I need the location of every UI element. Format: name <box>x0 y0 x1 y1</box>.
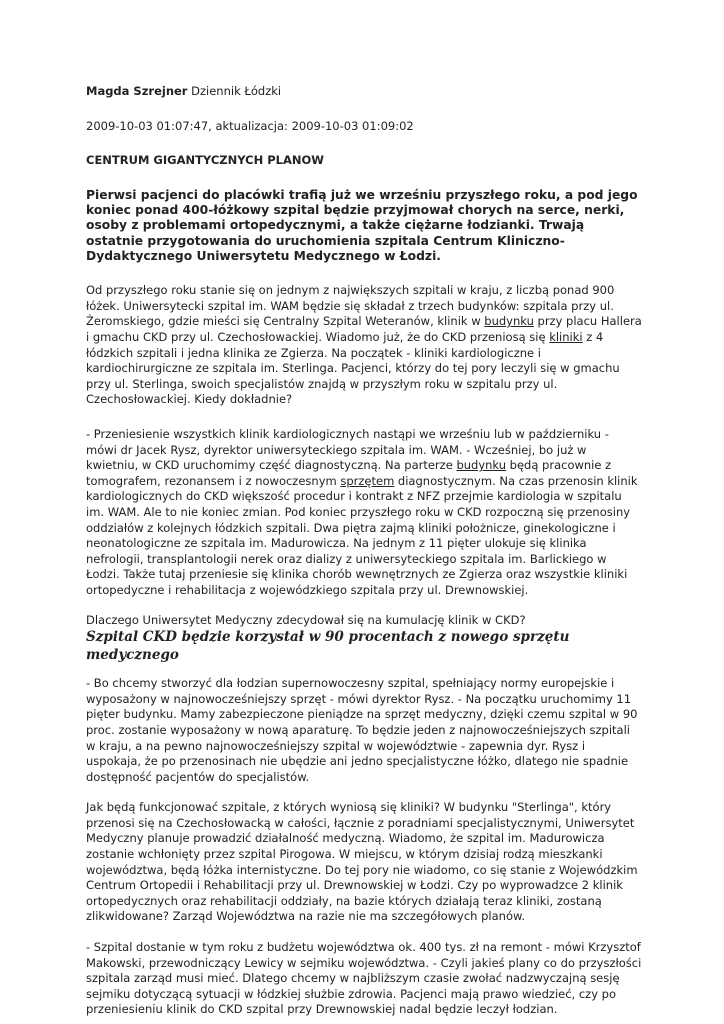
source-name: Dziennik Łódzki <box>191 84 282 98</box>
link-kliniki[interactable]: kliniki <box>549 330 583 345</box>
link-budynku-2[interactable]: budynku <box>456 458 507 473</box>
author-name: Magda Szrejner <box>86 84 188 98</box>
paragraph-text: Od przyszłego roku stanie się on jednym z największych szpitali w kraju, z liczbą ponad 900 łóżek. Uniwersytecki szpital im. WAM będzie się składał z trzech budynków: szpitala przy ul. Żeromskiego, gdzie mieści się Centralny Szpital Weteranów, klinik w <box>86 283 615 329</box>
paragraph-3: - Bo chcemy stworzyć dla łodzian supernowoczesny szpital, spełniający normy europejskie i wyposażony w najnowocześniejszy sprzęt - mówi dyrektor Rysz. - Na początku uruchomimy 11 pięter budynku. Mamy zabezpieczone pieniądze na sprzęt medyczny, dzięki czemu szpital w 90 proc. zostanie wyposażony w nową aparaturę. To będzie jeden z najnowocześniejszych szpitali w kraju, a na pewno najnowocześniejszy szpital w województwie - zapewnia dyr. Rysz i uspokaja, że po przenosinach nie ubędzie ani jedno specjalistyczne łóżko, dlatego nie spadnie dostępność pacjentów do specjalistów. <box>86 676 638 784</box>
question-line: Dlaczego Uniwersytet Medyczny zdecydował się na kumulację klinik w CKD? <box>86 612 526 627</box>
paragraph-text: z 4 łódzkich szpitali i jedna klinika ze Zgierza. Na początek - kliniki kardiologiczne i kardiochirurgiczne ze szpitala im. Sterlinga. Pacjenci, którzy do tej pory leczyli się w gmachu przy ul. Sterlinga, swoich specjalistów znajdą w przyszłym roku w szpitalu przy ul. Czechosłowackiej. Kiedy dokładnie? <box>86 330 620 407</box>
paragraph-4: Jak będą funkcjonować szpitale, z których wyniosą się kliniki? W budynku "Sterlinga", który przenosi się na Czechosłowacką w całości, łącznie z poradniami specjalistycznymi, Uniwersytet Medyczny planuje prowadzić działalność medyczną. Wiadomo, że szpital im. Madurowicza zostanie wchłonięty przez szpital Pirogowa. W miejscu, w którym dzisiaj rodzą mieszkanki województwa, będą łóżka internistyczne. Do tej pory nie wiadomo, co się stanie z Wojewódzkim Centrum Ortopedii i Rehabilitacji przy ul. Drewnowskiej w Łodzi. Czy po wyprowadzce 2 klinik ortopedycznych oraz rehabilitacji oddziały, na bazie których działają teraz kliniki, zostaną zlikwidowane? Zarząd Województwa na razie nie ma szczegółowych planów. <box>86 800 638 924</box>
headline: CENTRUM GIGANTYCZNYCH PLANOW <box>86 153 324 168</box>
lead-paragraph: Pierwsi pacjenci do placówki trafią już we wrześniu przyszłego roku, a pod jego koniec ponad 400-łóżkowy szpital będzie przyjmował chorych na serce, nerki, osoby z problemami ortopedycznymi, a także ciężarne łodzianki. Trwają ostatnie przygotowania do uruchomienia szpitala Centrum Kliniczno-Dydaktycznego Uniwersytetu Medycznego w Łodzi. <box>86 187 638 263</box>
link-budynku[interactable]: budynku <box>484 314 534 329</box>
paragraph-5: - Szpital dostanie w tym roku z budżetu województwa ok. 400 tys. zł na remont - mówi Krzysztof Makowski, przewodniczący Lewicy w sejmiku województwa. - Czyli jakieś plany co do przyszłości szpitala zarząd musi mieć. Dlatego chcemy w najbliższym czasie zwołać nadzwyczajną sesję sejmiku dotyczącą sytuacji w łódzkiej służbie zdrowia. Pacjenci mają prawo wiedzieć, czy po przeniesieniu klinik do CKD szpital przy Drewnowskiej nadal będzie leczył łodzian. <box>86 940 642 1017</box>
paragraph-text: - Przeniesienie wszystkich klinik kardiologicznych nastąpi we wrześniu lub w październiku - mówi dr Jacek Rysz, dyrektor uniwersyteckiego szpitala im. WAM. - Wcześniej, bo już w kwietniu, w CKD uruchomimy część diagnostyczną. Na parterze <box>86 427 609 473</box>
byline <box>86 84 642 100</box>
paragraph-2 <box>86 427 642 599</box>
paragraph-text: przy placu Hallera i gmachu CKD przy ul. Czechosłowackiej. Wiadomo już, że do CKD przeniosą się <box>86 314 642 345</box>
dateline: 2009-10-03 01:07:47, aktualizacja: 2009-10-03 01:09:02 <box>86 118 414 133</box>
article <box>86 84 642 1018</box>
subheading: Szpital CKD będzie korzystał w 90 procentach z nowego sprzętu medycznego <box>86 629 570 664</box>
paragraph-text: diagnostycznym. Na czas przenosin klinik kardiologicznych do CKD większość procedur i kontrakt z NFZ przejmie kardiologia w szpitalu im. WAM. Ale to nie koniec zmian. Pod koniec przyszłego roku w CKD rozpoczną się przenosiny oddziałów z kolejnych łódzkich szpitali. Dwa piętra zajmą kliniki położnicze, ginekologiczne i neonatologiczne ze szpitala im. Madurowicza. Na jednym z 11 pięter ulokuje się klinika nefrologii, transplantologii nerek oraz dializy z uniwersyteckiego szpitala im. Barlickiego w Łodzi. Także tutaj przeniesie się klinika chorób wewnętrznych ze Zgierza oraz wszystkie kliniki ortopedyczne i rehabilitacja z wojewódzkiego szpitala przy ul. Drewnowskiej. <box>86 473 638 597</box>
paragraph-1 <box>86 283 642 408</box>
link-sprzetem[interactable]: sprzętem <box>340 473 395 488</box>
paragraph-text: będą pracownie z tomografem, rezonansem i z nowoczesnym <box>86 458 612 488</box>
